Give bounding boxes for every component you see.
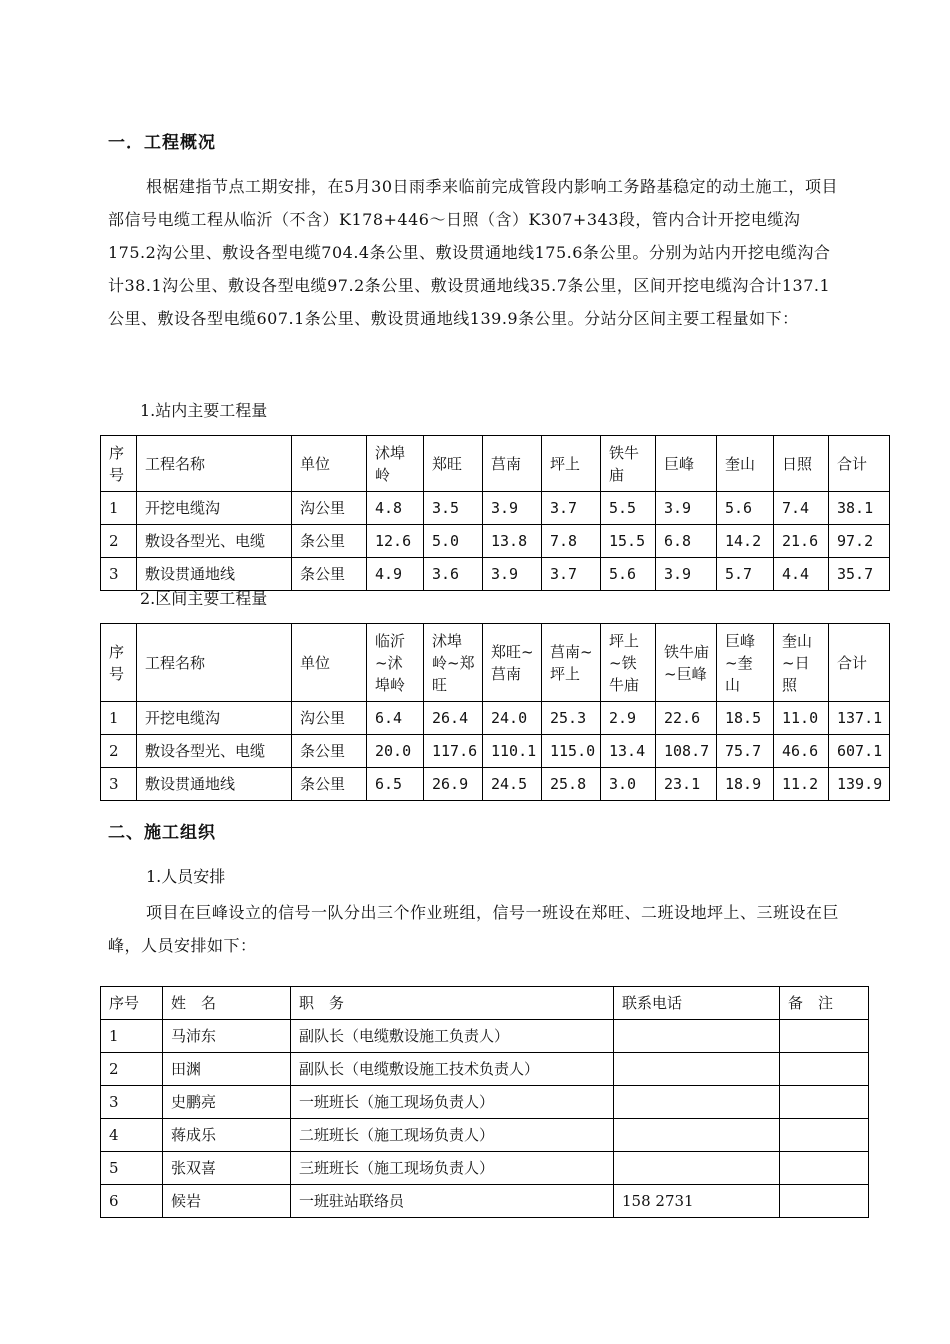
table-cell: 75.7: [717, 735, 774, 768]
table-cell: 110.1: [483, 735, 542, 768]
header-cell: 日照: [774, 436, 829, 492]
table-cell: [780, 1152, 869, 1185]
table-cell: 11.0: [774, 702, 829, 735]
header-cell: 奎山~日照: [774, 624, 829, 702]
table-cell: 沟公里: [292, 702, 367, 735]
table-row: [101, 492, 890, 525]
table-cell: 3.9: [656, 492, 717, 525]
table-cell: 6.5: [367, 768, 424, 801]
table-cell: 115.0: [542, 735, 601, 768]
table-cell: 副队长（电缆敷设施工负责人）: [291, 1020, 614, 1053]
header-cell: 铁牛庙: [601, 436, 656, 492]
table-cell: 4.4: [774, 558, 829, 591]
header-cell: 单位: [292, 436, 367, 492]
table-cell: 3.7: [542, 558, 601, 591]
table-cell: 副队长（电缆敷设施工技术负责人）: [291, 1053, 614, 1086]
header-cell: 郑旺~莒南: [483, 624, 542, 702]
table-cell: 15.5: [601, 525, 656, 558]
table-cell: [614, 1053, 780, 1086]
header-row: [101, 436, 890, 492]
table-cell: 5.5: [601, 492, 656, 525]
table-cell: 一班驻站联络员: [291, 1185, 614, 1218]
table-row: [101, 702, 890, 735]
table-cell: 条公里: [292, 768, 367, 801]
table-cell: 137.1: [829, 702, 890, 735]
table-cell: 3.9: [656, 558, 717, 591]
table-cell: 13.8: [483, 525, 542, 558]
header-cell: 坪上: [542, 436, 601, 492]
table-cell: 11.2: [774, 768, 829, 801]
table-cell: [614, 1020, 780, 1053]
table-cell: 1: [101, 702, 137, 735]
table-cell: 沟公里: [292, 492, 367, 525]
header-cell: 合计: [829, 624, 890, 702]
table-cell: 14.2: [717, 525, 774, 558]
table-cell: 25.3: [542, 702, 601, 735]
table-cell: 敷设各型光、电缆: [137, 735, 292, 768]
table-cell: 4.8: [367, 492, 424, 525]
table-cell: 26.9: [424, 768, 483, 801]
table-cell: 22.6: [656, 702, 717, 735]
table-cell: 2: [101, 525, 137, 558]
subheading-station-quantities: 1.站内主要工程量: [140, 401, 268, 420]
header-cell: 序号: [101, 987, 163, 1020]
table-cell: 2: [101, 1053, 163, 1086]
header-cell: 沭埠岭: [367, 436, 424, 492]
table-cell: 3.7: [542, 492, 601, 525]
table-cell: 2: [101, 735, 137, 768]
header-cell: 沭埠岭~郑旺: [424, 624, 483, 702]
table-cell: 12.6: [367, 525, 424, 558]
header-cell: 莒南: [483, 436, 542, 492]
section-1-title: 一．工程概况: [108, 133, 216, 153]
table-cell: 13.4: [601, 735, 656, 768]
table-cell: 5.0: [424, 525, 483, 558]
table-cell: 3.9: [483, 492, 542, 525]
header-cell: 巨峰~奎山: [717, 624, 774, 702]
table-cell: 3.6: [424, 558, 483, 591]
table-cell: 候岩: [163, 1185, 291, 1218]
table-cell: 3.9: [483, 558, 542, 591]
table-cell: 2.9: [601, 702, 656, 735]
table-cell: 5.6: [717, 492, 774, 525]
table-cell: 3: [101, 558, 137, 591]
header-cell: 工程名称: [137, 624, 292, 702]
table-cell: 史鹏亮: [163, 1086, 291, 1119]
table-cell: 三班班长（施工现场负责人）: [291, 1152, 614, 1185]
table-cell: 3.5: [424, 492, 483, 525]
header-cell: 坪上~铁牛庙: [601, 624, 656, 702]
table-cell: 46.6: [774, 735, 829, 768]
table-cell: 3: [101, 768, 137, 801]
table-cell: 6.8: [656, 525, 717, 558]
table-row: [101, 1020, 869, 1053]
table-row: [101, 525, 890, 558]
table-row: [101, 1086, 869, 1119]
subheading-staffing: 1.人员安排: [146, 867, 226, 886]
station-quantities-table: [100, 435, 890, 591]
table-row: [101, 1152, 869, 1185]
table-cell: 张双喜: [163, 1152, 291, 1185]
table-cell: 1: [101, 492, 137, 525]
table-cell: 5.6: [601, 558, 656, 591]
table-cell: 4.9: [367, 558, 424, 591]
header-cell: 奎山: [717, 436, 774, 492]
section-quantities-table: [100, 623, 890, 801]
table-row: [101, 1119, 869, 1152]
header-cell: 巨峰: [656, 436, 717, 492]
header-cell: 序号: [101, 624, 137, 702]
table-cell: 蒋成乐: [163, 1119, 291, 1152]
table-row: [101, 1053, 869, 1086]
staff-table: [100, 986, 869, 1218]
table-cell: 18.9: [717, 768, 774, 801]
table-cell: [614, 1152, 780, 1185]
header-row: [101, 624, 890, 702]
table-cell: 158 2731: [614, 1185, 780, 1218]
table-cell: [614, 1119, 780, 1152]
table-cell: 敷设贯通地线: [137, 768, 292, 801]
table-cell: 敷设各型光、电缆: [137, 525, 292, 558]
table-cell: 117.6: [424, 735, 483, 768]
section-1-paragraph: 根椐建指节点工期安排，在5月30日雨季来临前完成管段内影响工务路基稳定的动土施工，项目部信号电缆工程从临沂（不含）K178+446～日照（含）K307+343段，管内合计开挖电缆沟175.2沟公里、敷设各型电缆704.4条公里、敷设贯通地线175.6条公里。分别为站内开挖电缆沟合计38.1沟公里、敷设各型电缆97.2条公里、敷设贯通地线35.7条公里，区间开挖电缆沟合计137.1公里、敷设各型电缆607.1条公里、敷设贯通地线139.9条公里。分站分区间主要工程量如下：: [108, 177, 839, 328]
table-cell: 38.1: [829, 492, 890, 525]
table-cell: 24.0: [483, 702, 542, 735]
table-row: [101, 735, 890, 768]
header-cell: 铁牛庙~巨峰: [656, 624, 717, 702]
table-cell: 3: [101, 1086, 163, 1119]
header-cell: 临沂~沭埠岭: [367, 624, 424, 702]
table-cell: [780, 1053, 869, 1086]
header-cell: 联系电话: [614, 987, 780, 1020]
table-cell: 田渊: [163, 1053, 291, 1086]
table-cell: 26.4: [424, 702, 483, 735]
table-cell: [614, 1086, 780, 1119]
table-cell: [780, 1020, 869, 1053]
header-cell: 莒南~坪上: [542, 624, 601, 702]
table-cell: 开挖电缆沟: [137, 702, 292, 735]
table-cell: 108.7: [656, 735, 717, 768]
header-row: [101, 987, 869, 1020]
table-cell: [780, 1086, 869, 1119]
table-cell: 3.0: [601, 768, 656, 801]
table-cell: 条公里: [292, 735, 367, 768]
table-cell: 18.5: [717, 702, 774, 735]
table-cell: 6.4: [367, 702, 424, 735]
header-cell: 合计: [829, 436, 890, 492]
table-cell: 4: [101, 1119, 163, 1152]
table-cell: 97.2: [829, 525, 890, 558]
table-cell: 5.7: [717, 558, 774, 591]
header-cell: 单位: [292, 624, 367, 702]
table-row: [101, 768, 890, 801]
table-cell: 21.6: [774, 525, 829, 558]
table-cell: 一班班长（施工现场负责人）: [291, 1086, 614, 1119]
table-cell: 7.8: [542, 525, 601, 558]
table-cell: 1: [101, 1020, 163, 1053]
header-cell: 工程名称: [137, 436, 292, 492]
header-cell: 备 注: [780, 987, 869, 1020]
table-cell: 607.1: [829, 735, 890, 768]
table-cell: 7.4: [774, 492, 829, 525]
table-cell: 5: [101, 1152, 163, 1185]
header-cell: 郑旺: [424, 436, 483, 492]
table-cell: 20.0: [367, 735, 424, 768]
table-cell: 二班班长（施工现场负责人）: [291, 1119, 614, 1152]
table-cell: 敷设贯通地线: [137, 558, 292, 591]
table-cell: 24.5: [483, 768, 542, 801]
table-cell: 23.1: [656, 768, 717, 801]
table-cell: 条公里: [292, 525, 367, 558]
table-cell: 6: [101, 1185, 163, 1218]
section-2-title: 二、施工组织: [108, 823, 216, 843]
table-cell: 25.8: [542, 768, 601, 801]
table-cell: [780, 1119, 869, 1152]
table-cell: 35.7: [829, 558, 890, 591]
header-cell: 职 务: [291, 987, 614, 1020]
header-cell: 姓 名: [163, 987, 291, 1020]
table-row: [101, 1185, 869, 1218]
table-cell: 条公里: [292, 558, 367, 591]
section-2-paragraph: 项目在巨峰设立的信号一队分出三个作业班组，信号一班设在郑旺、二班设地坪上、三班设在巨峰，人员安排如下：: [108, 903, 840, 955]
subheading-section-quantities: 2.区间主要工程量: [140, 589, 268, 608]
table-cell: 139.9: [829, 768, 890, 801]
table-cell: 开挖电缆沟: [137, 492, 292, 525]
table-cell: [780, 1185, 869, 1218]
table-cell: 马沛东: [163, 1020, 291, 1053]
header-cell: 序号: [101, 436, 137, 492]
